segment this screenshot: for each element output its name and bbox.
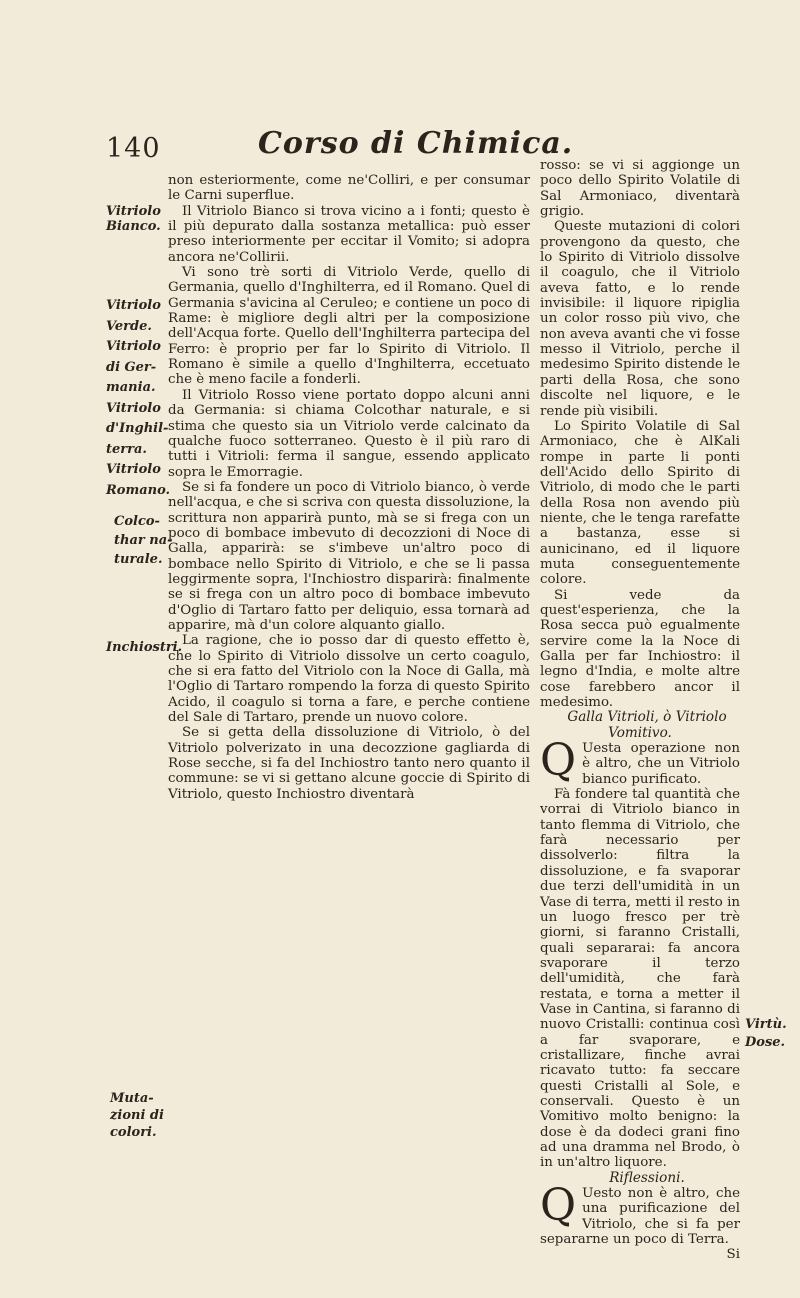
margin-note-line: Vitriolo — [106, 204, 161, 219]
paragraph-text: Uesta operazione non è altro, che un Vitriolo bianco purificato. — [582, 741, 740, 787]
margin-note-line: d'Inghil- — [106, 421, 169, 436]
paragraph: Fà fondere tal quantità che vorrai di Vitriolo bianco in tanto flemma di Vitriolo, che farà necessario per dissolverlo: filtra la dissoluzione, e fa svaporar due terzi dell'umidità in un Vase di terra, metti il resto in un luogo fresco per trè giorni, si faranno Cristalli, quali separarai: fa ancora svaporare il terzo dell'umidità, che farà restata, e torna a metter il Vase in Cantina, si faranno di nuovo Cristalli: continua così a far svaporare, e cristallizare, finche avrai ricavato tutto: fa seccare questi Cristalli al Sole, e conservali. Questo è un Vomitivo molto benigno: la dose è da dodeci grani fino ad una dramma nel Brodo, ò in un'altro liquore. — [540, 787, 740, 1171]
paragraph: Se si getta della dissoluzione di Vitriolo, ò del Vitriolo polverizato in una decozzione gagliarda di Rose secche, si fa del Inchiostro tanto nero quanto il commune: se vi si gettano alcune goccie di Spirito di Vitriolo, questo Inchiostro diventarà — [168, 725, 530, 802]
margin-note-line: Virtù. — [745, 1017, 787, 1032]
margin-note-vitriolo-verde — [106, 296, 170, 501]
section-heading: Galla Vitrioli, ò Vitriolo Vomitivo. — [567, 709, 727, 741]
section-heading: Riflessioni. — [609, 1169, 685, 1186]
margin-note-line: zioni di — [110, 1108, 164, 1123]
catchword: Si — [726, 1247, 740, 1263]
paragraph: Lo Spirito Volatile di Sal Armoniaco, che è AlKali rompe in parte li ponti dell'Acido dello Spirito di Vitriolo, di modo che le parti della Rosa non avendo più niente, che le tenga rarefatte a bastanza, esse si aunicinano, ed il liquore muta conseguentemente colore. — [540, 418, 740, 588]
margin-note-line: Vitriolo — [106, 400, 161, 416]
margin-note-virtu — [745, 1016, 787, 1052]
paragraph: La ragione, che io posso dar di questo effetto è, che lo Spirito di Vitriolo dissolve un certo coagulo, che si era fatto del Vitriolo con la Noce di Galla, mà l'Oglio di Tartaro rompendo la forza di questo Spirito Acido, il coagulo si torna a fare, e perche contiene del Sale di Tartaro, prende un nuovo colore. — [168, 633, 530, 726]
drop-capital: Q — [540, 1180, 577, 1232]
paragraph: non esteriormente, come ne'Colliri, e per consumar le Carni superflue. — [168, 173, 530, 204]
margin-note-line: terra. — [106, 441, 147, 457]
margin-note-line: Romano. — [106, 482, 171, 498]
right-column — [540, 158, 740, 1263]
margin-note-line: Muta- — [110, 1091, 154, 1106]
paragraph: Si vede da quest'esperienza, che la Rosa secca può egualmente servire come la la Noce di Galla per far Inchiostro: il legno d'India, e molte altre cose farebbero ancor il medesimo. — [540, 587, 740, 711]
margin-note-line: Bianco. — [106, 219, 161, 235]
paragraph: Se si fa fondere un poco di Vitriolo bianco, ò verde nell'acqua, e che si scriva con questa dissoluzione, la scrittura non apparirà punto, mà se si frega con un poco di bombace imbevuto di decozzioni di Noce di Galla, apparirà: se s'imbeve un'altro poco di bombace nello Spirito di Vitriolo, e che se li passa leggirmente sopra, l'Inchiostro disparirà: finalmente se si frega con un altro poco di bombace imbevuto d'Oglio di Tartaro fatto per deliquio, essa tornarà ad apparire, mà d'un colore alquanto giallo. — [168, 479, 530, 633]
drop-capital: Q — [540, 735, 577, 787]
margin-note-line: Vitriolo — [106, 339, 161, 354]
paragraph-text: Uesto non è altro, che una purificazione del Vitriolo, che si fa per separarne un poco di Terra. — [540, 1186, 740, 1248]
margin-note-mutazioni — [110, 1090, 164, 1141]
margin-note-line: thar na- — [114, 533, 173, 548]
paragraph: Il Vitriolo Bianco si trova vicino a i fonti; questo è il più depurato dalla sostanza metallica: può esser preso interiormente per eccitar il Vomito; si adopra ancora ne'Collirii. — [168, 203, 530, 265]
margin-note-line: turale. — [114, 552, 163, 567]
paragraph: Queste mutazioni di colori provengono da questo, che lo Spirito di Vitriolo dissolve il coagulo, che il Vitriolo aveva fatto, e lo rende invisibile: il liquore ripiglia un color rosso più vivo, che non aveva avanti che vi fosse messo il Vitriolo, perche il medesimo Spirito distende le parti della Rosa, che sono discolte nel liquore, e le rende più visibili. — [540, 219, 740, 419]
margin-note-colcothar — [114, 512, 173, 569]
page-number: 140 — [106, 133, 161, 164]
margin-note-vitriolo-bianco — [106, 204, 161, 234]
margin-note-line: mania. — [106, 380, 156, 395]
paragraph: Vi sono trè sorti di Vitriolo Verde, quello di Germania, quello d'Inghilterra, ed il Romano. Quel di Germania s'avicina al Ceruleo; e contiene un poco di Rame: è migliore degli altri per la composizione dell'Acqua forte. Quello dell'Inghilterra partecipa del Ferro: è proprio per far lo Spirito di Vitriolo. Il Romano è simile a quello d'Inghilterra, eccetuato che è meno facile a fonderli. — [168, 265, 530, 388]
paragraph: rosso: se vi si aggionge un poco dello Spirito Volatile di Sal Armoniaco, diventarà grigio. — [540, 158, 740, 220]
margin-note-line: colori. — [110, 1125, 157, 1140]
margin-note-line: Vitriolo — [106, 462, 161, 477]
margin-note-line: di Ger- — [106, 359, 157, 375]
margin-note-line: Inchiostri. — [106, 640, 183, 655]
margin-note-line: Vitriolo — [106, 298, 161, 313]
margin-note-line: Dose. — [745, 1035, 786, 1050]
paragraph: Il Vitriolo Rosso viene portato doppo alcuni anni da Germania: si chiama Colcothar naturale, e si stima che questo sia un Vitriolo verde calcinato da qualche fuoco sotterraneo. Questo è il più raro di tutti i Vitrioli: ferma il sangue, essendo applicato sopra le Emorragie. — [168, 387, 530, 480]
paragraph — [540, 735, 740, 787]
running-title: Corso di Chimica. — [258, 126, 574, 161]
left-column — [168, 173, 530, 802]
paragraph — [540, 1180, 740, 1248]
margin-note-line: Colco- — [114, 514, 160, 529]
margin-note-line: Verde. — [106, 318, 152, 334]
